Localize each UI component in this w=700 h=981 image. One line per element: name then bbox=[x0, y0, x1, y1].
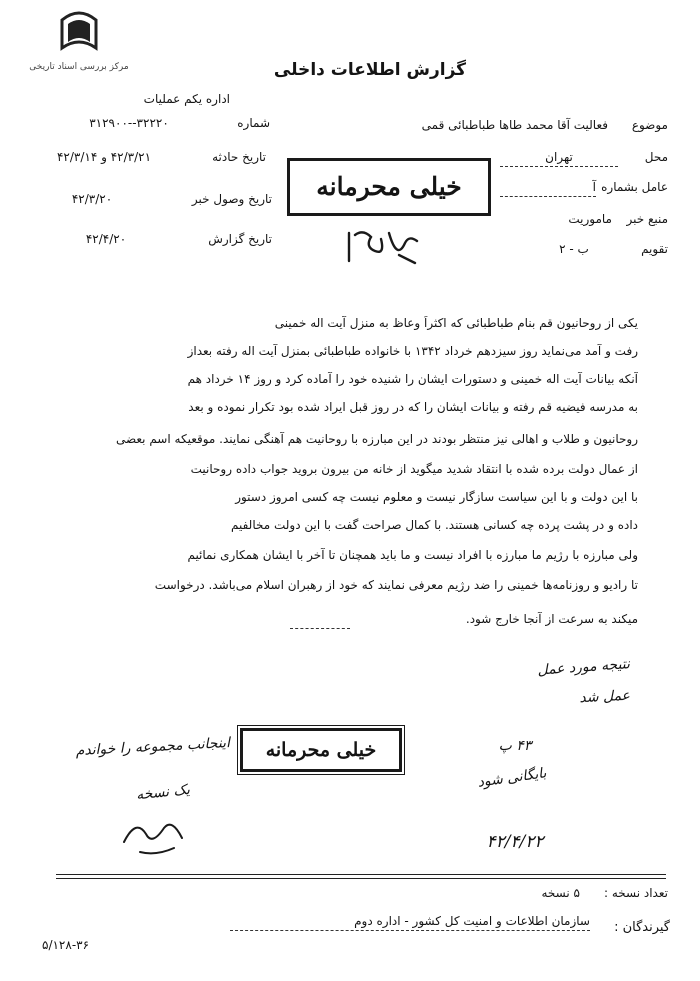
info-source-label: منبع خبر bbox=[626, 212, 668, 226]
handwritten-note-left-2: یک نسخه bbox=[135, 781, 191, 804]
archive-logo bbox=[20, 8, 138, 78]
subject-label: موضوع bbox=[631, 118, 668, 132]
recipients-underline bbox=[230, 930, 590, 931]
body-line: از عمال دولت برده شده با انتقاد شدید میگوید از خانه من بیرون بروید جواب داده روحانیت bbox=[190, 462, 638, 476]
body-line: میکند به سرعت از آنجا خارج شود. bbox=[465, 612, 638, 626]
confidential-stamp-top: خیلی محرمانه bbox=[287, 158, 491, 216]
body-line: به مدرسه فیضیه قم رفته و بیانات ایشان را که در روز قبل ایراد شده بود تکرار نموده و بعد bbox=[188, 400, 638, 414]
archive-name: مرکز بررسی اسناد تاریخی bbox=[29, 62, 129, 72]
receipt-date-label: تاریخ وصول خبر bbox=[191, 192, 272, 206]
body-line: آنکه بیانات آیت اله خمینی و دستورات ایشان را شنیده خود را آماده کرد و روز ۱۴ خرداد هم bbox=[187, 372, 638, 386]
confidential-stamp-bottom: خیلی محرمانه bbox=[240, 728, 402, 772]
body-line: تا رادیو و روزنامه‌ها خمینی را ضد رژیم معرفی نمایند که خود از رهبران اسلام می‌باشد. درخواست bbox=[154, 578, 638, 592]
signature-scribble bbox=[345, 225, 425, 269]
document-code: ۵/۱۲۸-۳۶ bbox=[42, 938, 90, 952]
handwritten-note-right-1: نتیجه مورد عمل bbox=[536, 656, 631, 679]
body-line: با این دولت و با این سیاست سازگار نیست و معلوم نیست چه کسی امروز دستور bbox=[235, 490, 638, 504]
handwritten-note-center-3: ۴۲/۴/۲۲ bbox=[486, 832, 544, 852]
end-dash bbox=[290, 628, 350, 629]
rating-label: تقویم bbox=[641, 242, 668, 256]
place-underline bbox=[500, 166, 618, 167]
event-date-label: تاریخ حادثه bbox=[212, 150, 266, 164]
report-date-label: تاریخ گزارش bbox=[208, 232, 272, 246]
footer-rule-top bbox=[56, 874, 666, 875]
place-value: تهران bbox=[545, 150, 573, 164]
rating-value: ب - ۲ bbox=[559, 242, 589, 256]
body-line: رفت و آمد می‌نماید روز سیزدهم خرداد ۱۳۴۲ با خانواده طباطبائی بمنزل آیت اله رفته بعداز bbox=[187, 344, 638, 358]
number-label: شماره bbox=[237, 116, 270, 130]
office-name: اداره یکم عملیات bbox=[143, 92, 230, 106]
recipients-label: گیرندگان : bbox=[614, 920, 670, 935]
handwritten-signature-left bbox=[120, 812, 190, 858]
info-source-value: ماموریت bbox=[568, 212, 612, 226]
body-line: ولی مبارزه با رژیم ما مبارزه با افراد نیست و ما باید همچنان تا آخر با ایشان همکاری نمائیم bbox=[187, 548, 638, 562]
body-line: داده و در پشت پرده چه کسانی هستند. با کمال صراحت گفت با این دولت مخالفیم bbox=[230, 518, 638, 532]
source-value: آ bbox=[592, 180, 596, 194]
footer-rule-top-2 bbox=[56, 878, 666, 879]
place-label: محل bbox=[644, 150, 668, 164]
source-label: عامل بشماره bbox=[601, 180, 668, 194]
receipt-date-value: ۴۲/۳/۲۰ bbox=[71, 192, 113, 206]
event-date-value: ۴۲/۳/۲۱ و ۴۲/۳/۱۴ bbox=[56, 150, 152, 164]
archive-emblem-icon bbox=[56, 8, 102, 58]
handwritten-note-right-2: عمل شد bbox=[578, 687, 631, 707]
document-title: گزارش اطلاعات داخلی bbox=[273, 60, 467, 80]
number-value: ۳۱۲۹۰۰--۳۲۲۲۰ bbox=[89, 116, 169, 130]
source-underline bbox=[500, 196, 596, 197]
copies-value: ۵ نسخه bbox=[541, 886, 580, 900]
handwritten-note-left-1: اینجانب مجموعه را خواندم bbox=[75, 735, 231, 760]
body-line: روحانیون و طلاب و اهالی نیز منتظر بودند در این مبارزه با روحانیت هم آهنگی نمایند. موقعیکه اسم بعضی bbox=[115, 432, 638, 446]
recipients-value: سازمان اطلاعات و امنیت کل کشور - اداره دوم bbox=[354, 914, 590, 928]
body-line: یکی از روحانیون قم بنام طباطبائی که اکثراً وعاظ به منزل آیت اله خمینی bbox=[274, 316, 638, 330]
report-date-value: ۴۲/۴/۲۰ bbox=[85, 232, 127, 246]
subject-value: فعالیت آقا محمد طاها طباطبائی قمی bbox=[421, 118, 608, 132]
handwritten-note-center-1: ۴۳ پ bbox=[498, 738, 532, 754]
copies-label: تعداد نسخه : bbox=[603, 886, 668, 900]
handwritten-note-center-2: بایگانی شود bbox=[476, 765, 548, 791]
